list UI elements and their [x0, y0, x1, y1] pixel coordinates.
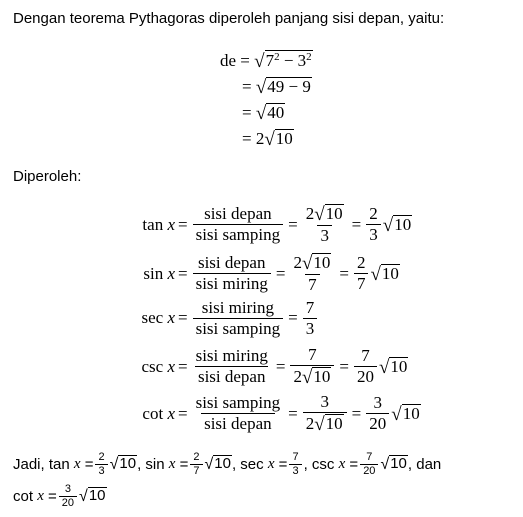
- de-line-3: = √40: [242, 103, 285, 124]
- de-line-1: de = $√7^2 - 3^2$: [220, 51, 312, 72]
- conclusion-line-2: cot x = $\frac{3}{20}$ √10: [13, 483, 106, 509]
- intro-text: Dengan teorema Pythagoras diperoleh panjang sisi depan, yaitu:: [13, 10, 445, 27]
- de-line-2: = √49 − 9: [242, 77, 311, 98]
- ratio-sin: sin x = $\frac{\text{sisi depan}}{\text{sisi miring}}$ = $\frac{2√10}{7}$ = $\frac{2}{7}$ √10: [143, 253, 399, 294]
- ratio-sec: sec x = $\frac{\text{sisi miring}}{\text{sisi samping}}$ = $\frac{7}{3}$: [130, 298, 319, 339]
- ratio-csc: csc x = $\frac{\text{sisi miring}}{\text{sisi depan}}$ = $\frac{7}{2√10}$ = $\frac{7}{20}$ √10: [141, 345, 408, 388]
- ratio-tan: tan x = $\frac{\text{sisi depan}}{\text{sisi samping}}$ = $\frac{2√10}{3}$ = $\frac{2}{3}$ √10: [142, 204, 412, 245]
- conclusion-line-1: Jadi, tan x = $\frac{2}{3}$ √10 , sin x = $\frac{2}{7}$ √10 , sec x = $\frac{7}{3}$ , csc x = $\frac{7}{20}$ √10 , dan: [13, 451, 442, 477]
- de-line-4: = 2√10: [242, 129, 293, 150]
- diperoleh-label: Diperoleh:: [13, 168, 82, 185]
- ratio-cot: cot x = $\frac{\text{sisi samping}}{\text{sisi depan}}$ = $\frac{3}{2√10}$ = $\frac{3}{20}$ √10: [142, 392, 420, 435]
